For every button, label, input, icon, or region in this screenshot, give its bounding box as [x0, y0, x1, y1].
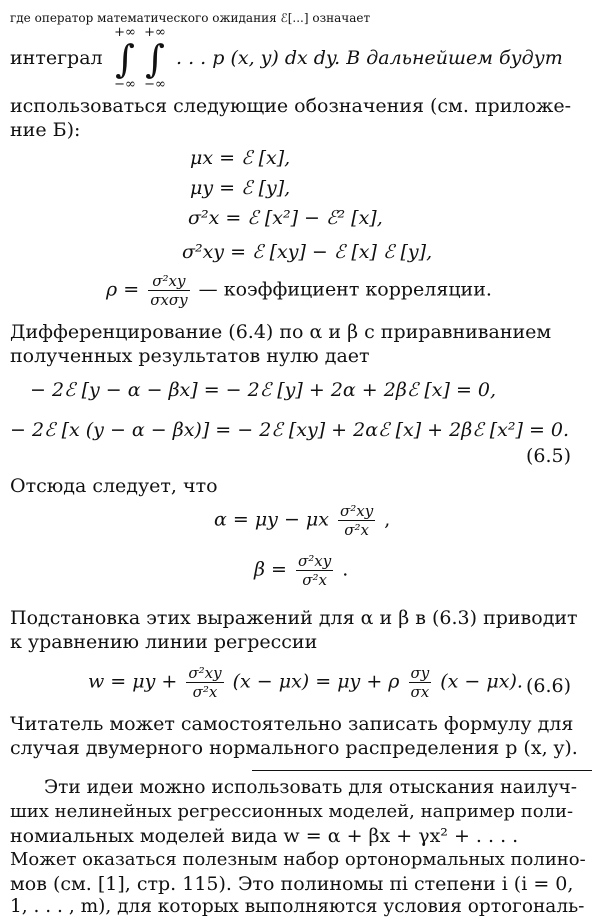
eq66-fraction-1 [186, 664, 223, 701]
formula-sigma-xy: σ²xy = ℰ [xy] − ℰ [x] ℰ [y], [182, 241, 433, 263]
integral-upper-limit: +∞ [144, 25, 166, 40]
beta-lhs: β = [254, 558, 287, 581]
formula-mu-y: μy = ℰ [y], [190, 177, 291, 199]
integral-lower-limit: −∞ [114, 77, 136, 92]
text-line: Дифференцирование (6.4) по α и β с приравниванием [10, 321, 552, 343]
alpha-fraction [338, 502, 375, 539]
formula-alpha [214, 502, 390, 539]
integral-symbol: ∫ [115, 37, 135, 81]
end-rule [252, 770, 592, 771]
text-line: где оператор математического ожидания ℰ[...] означает [10, 11, 371, 25]
formula-mu-x: μx = ℰ [x], [190, 147, 291, 169]
formula-beta [254, 552, 348, 589]
text-line: полученных результатов нулю дает [10, 345, 370, 367]
integral-sign [140, 26, 170, 92]
fraction-denominator: σx [410, 683, 430, 701]
integral-lower-limit: −∞ [144, 77, 166, 92]
equation-number: (6.6) [526, 675, 572, 697]
integral-sign [110, 26, 140, 92]
eq66-part-b: (x − μx) = μy + ρ [232, 670, 400, 693]
fraction-denominator: σ²x [192, 683, 218, 701]
equation-6-6 [88, 664, 523, 701]
text-line: номиальных моделей вида w = α + βx + γx² + . . . . [10, 825, 519, 847]
text-line: интеграл [10, 47, 103, 69]
formula-rho [106, 272, 492, 309]
equation-number: (6.5) [526, 445, 572, 467]
text-line: Может оказаться полезным набор ортонормальных полино- [10, 849, 586, 870]
text-line: Отсюда следует, что [10, 475, 218, 497]
fraction-numerator: σy [410, 664, 430, 682]
equation-6-5-line2: − 2ℰ [x (y − α − βx)] = − 2ℰ [xy] + 2αℰ [x] + 2βℰ [x²] = 0. [10, 419, 570, 441]
text-line: мов (см. [1], стр. 115). Это полиномы πi степени i (i = 0, [10, 873, 574, 895]
text-line: 1, . . . , m), для которых выполняются условия ортогональ- [10, 896, 585, 917]
text-line: ших нелинейных регрессионных моделей, например поли- [10, 801, 574, 822]
integral-symbol: ∫ [145, 37, 165, 81]
eq66-part-a: w = μy + [88, 670, 178, 693]
eq66-fraction-2 [409, 664, 432, 701]
fraction-denominator: σ²x [344, 521, 369, 539]
text-line: Эти идеи можно использовать для отыскания наилуч- [44, 777, 577, 798]
text-line: к уравнению линии регрессии [10, 631, 318, 653]
text-line: случая двумерного нормального распределения p (x, y). [10, 737, 578, 759]
fraction-denominator: σxσy [150, 291, 188, 309]
alpha-lhs: α = μy − μx [214, 508, 329, 531]
eq66-part-c: (x − μx). [440, 670, 523, 693]
fraction-numerator: σ²xy [148, 272, 189, 291]
text-line: Подстановка этих выражений для α и β в (6.3) приводит [10, 607, 578, 629]
text-line: . . . p (x, y) dx dy. В дальнейшем будут [176, 47, 563, 69]
fraction-numerator: σ²xy [298, 552, 332, 570]
fraction-denominator: σ²x [302, 571, 327, 589]
equation-6-5-line1: − 2ℰ [y − α − βx] = − 2ℰ [y] + 2α + 2βℰ [x] = 0, [30, 379, 497, 401]
rho-description: — коэффициент корреляции. [198, 278, 492, 301]
punctuation: . [342, 558, 349, 581]
formula-sigma-x: σ²x = ℰ [x²] − ℰ² [x], [188, 207, 383, 229]
rho-lhs: ρ = [106, 278, 140, 301]
rho-fraction [148, 272, 189, 309]
fraction-numerator: σ²xy [188, 664, 222, 682]
text-line: использоваться следующие обозначения (см. приложе- [10, 95, 572, 117]
fraction-numerator: σ²xy [340, 502, 374, 520]
integral-upper-limit: +∞ [114, 25, 136, 40]
punctuation: , [384, 508, 391, 531]
text-line: Читатель может самостоятельно записать формулу для [10, 713, 574, 735]
beta-fraction [296, 552, 333, 589]
text-line: ние Б): [10, 119, 81, 141]
